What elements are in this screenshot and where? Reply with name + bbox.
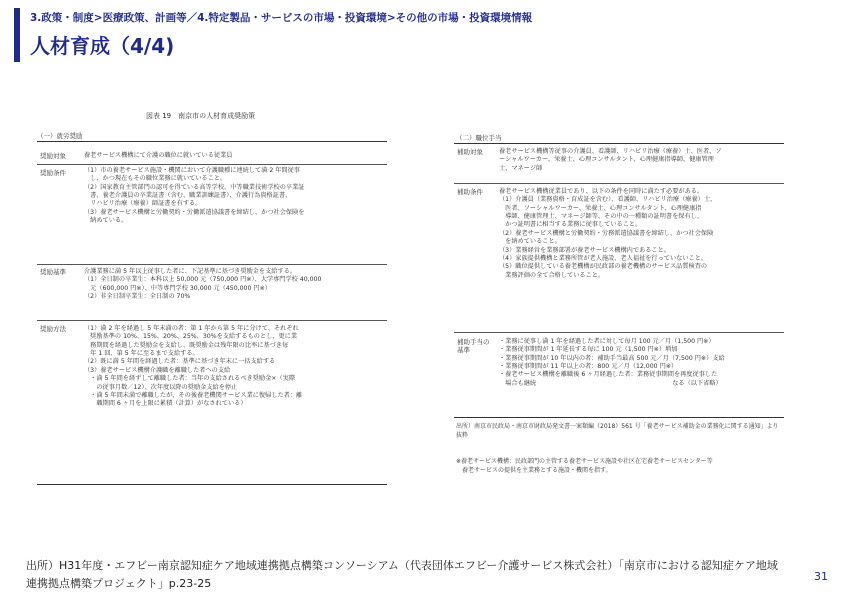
left-label-method: 奨励方法	[40, 325, 66, 333]
table-divider	[454, 332, 784, 333]
breadcrumb: 3.政策・制度>医療政策、計画等／4.特定製品・サービスの市場・投資環境>その他の市場・投資環境情報	[30, 12, 533, 24]
right-text-condition: 養老サービス機構従業員であり、以下の条件を同時に満たす必要がある。 （1）介護員（業務資格・育成証を含む）、看護師、リハビリ治療（療養）士、 医者、ソーシャルワーカー、栄養士、心理コンサルタント、心理健康指 導師、健康管理士、マネージ師等、その中の一種類の証明書を保有し、 かつ証明書に相当する業務に従事していること。 （2）養老サービス機構と労働契約・労務派遣協議書を締結し、かつ社会保険 を納めていること。 （3）業務経営を業務部署が養老サービス機構内であること。 （4）家族提供機構と業務所管が老人施設、老人福祉を行っていないこと。 （5）職位提供している養老機構が民政部の養老機構のサービス品質検査の 業務評価の全て合格していること。	[499, 188, 717, 279]
left-text-standard: 介護業務に満 5 年以上従事した者に、下記基準に基づき奨励金を支給する。 （1）全日制の卒業生：本科以上 50,000 元（750,000 円※）、大学専門学校 40,000 元（600,000 円※）、中等専門学校 30,000 元（450,000 円※） （2）非全日制卒業生：全日制の 70%	[84, 268, 322, 301]
figure-source-note: 出所）南京市民政局・南京市財政局発文書一案類編（2018）561 号「養老サービス補助金の業務化に関する通知」より抜粋	[456, 423, 779, 439]
table-divider	[37, 320, 387, 321]
page-number: 31	[814, 570, 828, 583]
right-label-target: 補助対象	[457, 148, 483, 156]
left-label-target: 奨励対象	[40, 152, 66, 160]
page-title: 人材育成（4/4)	[30, 34, 175, 58]
figure-caption: 図表 19 南京市の人材育成奨励策	[146, 112, 256, 120]
left-text-target: 養老サービス機構にて介護の職位に就いている従業員	[84, 152, 233, 159]
footer-source: 出所）H31年度・エフビー南京認知症ケア地域連携拠点構築コンソーシアム（代表団体エフビー介護サービス株式会社）「南京市における認知症ケア地域連携拠点構築プロジェクト」p.23-25	[26, 559, 778, 590]
left-text-condition: （1）市の養老サービス施設・機関において介護職種に連続して満 2 年間従事 し、かつ現在もその職位業務に就いていること。 （2）国家教育主管部門の認可を得ている高等学校、中等職業技術学校の卒業証 書、養老介護員の卒業証書（含む、職業訓練証書）、介護行為資格証書、 リハビリ治療（療養）師証書を有する。 （3）養老サービス機構と労働契約・労働派遣協議書を締結し、かつ社会保険を 納めている。	[84, 167, 305, 225]
right-text-allowance: ・業務に従事し満 1 年を経過した者に対して毎月 100 元／月（1,500 円※） ・業務従事期間が 1 年延長する毎に 100 元（1,500 円※）増加 ・業務従事期間が 10 年以内の者：補助手当最高 500 元／月（7,500 円※）支給 ・業務従事期間が 11 年以上の者：800 元／月（12,000 円※） ・養老サービス機構を離職後 6 ヶ月経過した者：業務従事期間を再度従事した 場合も継続 なる（以下省略）	[499, 338, 725, 387]
right-section-title: （二）職位手当	[456, 134, 502, 142]
table-divider	[37, 264, 387, 265]
left-label-standard: 奨励基準	[40, 268, 66, 276]
left-section-title: （一）就労奨励	[37, 132, 83, 140]
table-divider	[37, 164, 387, 165]
right-label-allowance: 補助手当の基準	[457, 338, 490, 355]
left-text-method: （1）満 2 年を経過し 5 年未満の者：第 1 年から第 5 年に分けて、それぞれ 奨励基準の 10%、15%、20%、25%、30%を支給するものとし、更に業 務期間を経過した奨励金を支給し、既奨励金は残年限の比率に基づき毎 年 1 回、第 5 年に至るまで支給する。 （2）既に満 5 年間を経過した者：基準に基づき年末に一括支給する （3）養老サービス機構介護職を離職した者への支給 ・満 5 年間を経ずして離職した者：当年の支給されるべき奨励金×（実際 の従事月数／12）、次年度以降の奨励金支給を停止 ・満 5 年間未満で離職したが、その後養老機関サービス業に復帰した者：離 職期間 6 ヶ月を上限に累積（計算）がなされている）	[84, 325, 303, 408]
figure-footnote: ※養老サービス機構：民政部門の主管する養老サービス施設や社区在宅養老サービスセンター等 養老サービスの提供を主業務とする施設・機関を指す。	[456, 458, 713, 474]
right-label-condition: 補助条件	[457, 188, 483, 196]
right-text-target: 養老サービス機構等従事の介護員、看護師、リハビリ治療（療養）士、医者、ソ ーシャルワーカー、栄養士、心理コンサルタント、心理健康指導師、健康管理 士、マネージ師	[499, 148, 722, 172]
left-label-condition: 奨励条件	[40, 169, 66, 177]
table-divider	[454, 183, 784, 184]
